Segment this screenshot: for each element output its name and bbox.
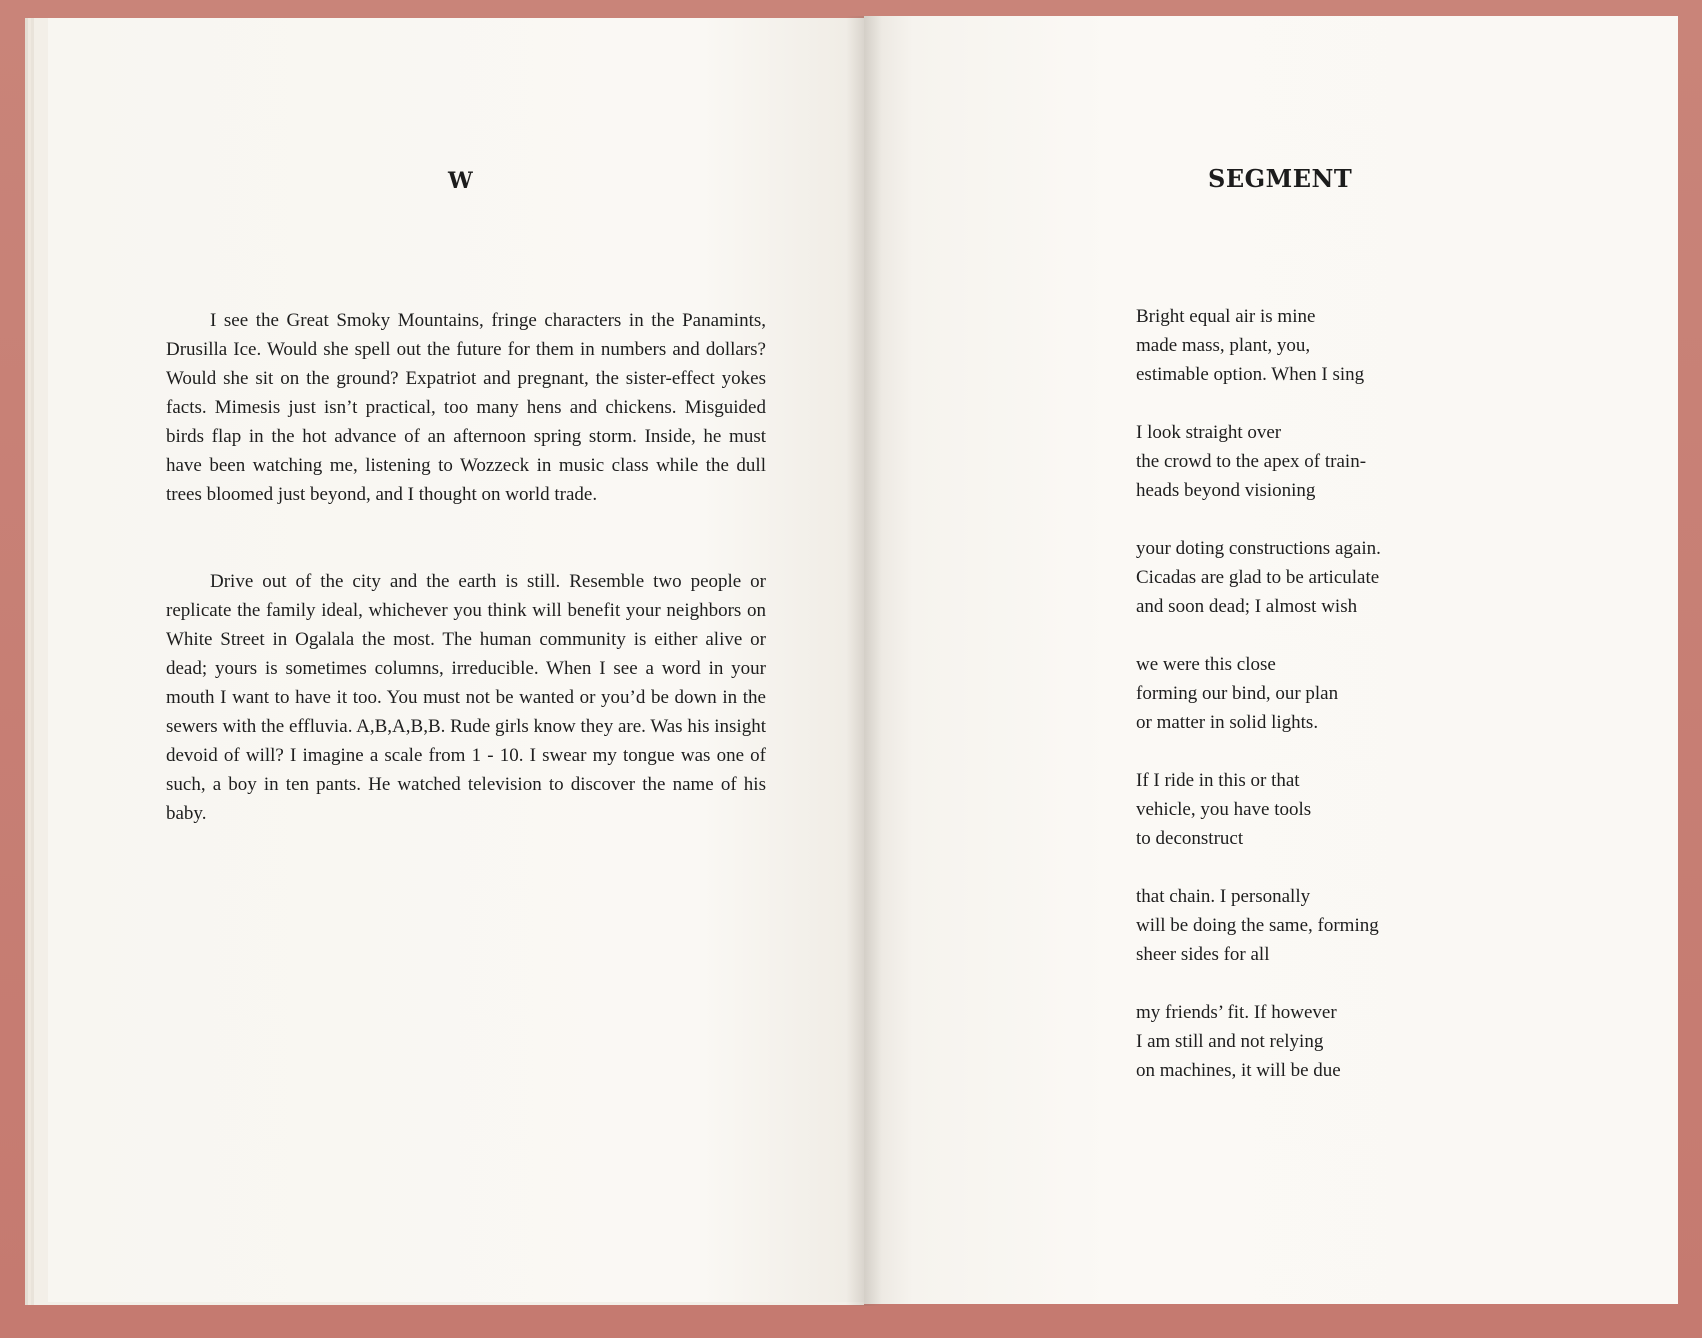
stanza-4 xyxy=(1136,650,1536,737)
poem-line: I am still and not relying xyxy=(1136,1031,1324,1052)
poem-line: your doting constructions again. xyxy=(1136,538,1381,559)
poem-line: we were this close xyxy=(1136,654,1276,675)
poem-line: will be doing the same, forming xyxy=(1136,915,1379,936)
poem-line: estimable option. When I sing xyxy=(1136,364,1365,385)
stanza-2 xyxy=(1136,418,1536,505)
poem-line: Cicadas are glad to be articulate xyxy=(1136,567,1380,588)
poem-line: sheer sides for all xyxy=(1136,944,1270,965)
stanza-3 xyxy=(1136,534,1536,621)
poem-line: I look straight over xyxy=(1136,422,1282,443)
poem-line: my friends’ fit. If however xyxy=(1136,1002,1337,1023)
stanza-5 xyxy=(1136,766,1536,853)
poem-line: Bright equal air is mine xyxy=(1136,306,1316,327)
poem-line: and soon dead; I almost wish xyxy=(1136,596,1358,617)
stanza-6 xyxy=(1136,882,1536,969)
left-page-title: W xyxy=(448,168,474,194)
poem-body xyxy=(1136,302,1536,1114)
prose-paragraph-1: I see the Great Smoky Mountains, fringe characters in the Panamints, Drusilla Ice. Would she spell out the future for them in numbers and dollars? Would she sit on the ground? Expatriot and pregnant, the sister-effect yokes facts. Mimesis just isn’t practical, too many hens and chickens. Misguided birds flap in the hot advance of an afternoon spring storm. Inside, he must have been watching me, listening to Wozzeck in music class while the dull trees bloomed just beyond, and I thought on world trade. xyxy=(166,310,766,505)
stanza-1 xyxy=(1136,302,1536,389)
poem-line: vehicle, you have tools xyxy=(1136,799,1312,820)
poem-line: to deconstruct xyxy=(1136,828,1244,849)
poem-line: on machines, it will be due xyxy=(1136,1060,1341,1081)
poem-line: forming our bind, our plan xyxy=(1136,683,1339,704)
prose-paragraph-2: Drive out of the city and the earth is still. Resemble two people or replicate the family ideal, whichever you think will benefit your neighbors on White Street in Ogalala the most. The human community is either alive or dead; yours is sometimes columns, irreducible. When I see a word in your mouth I want to have it too. You must not be wanted or you’d be down in the sewers with the effluvia. A,B,A,B,B. Rude girls know they are. Was his insight devoid of will? I imagine a scale from 1 - 10. I swear my tongue was one of such, a boy in ten pants. He watched television to discover the name of his baby. xyxy=(166,571,766,824)
right-page-title: SEGMENT xyxy=(1208,164,1353,193)
poem-line: that chain. I personally xyxy=(1136,886,1311,907)
poem-line: the crowd to the apex of train- xyxy=(1136,451,1367,472)
poem-line: heads beyond visioning xyxy=(1136,480,1316,501)
poem-line: If I ride in this or that xyxy=(1136,770,1300,791)
poem-line: made mass, plant, you, xyxy=(1136,335,1311,356)
stanza-7 xyxy=(1136,998,1536,1085)
poem-line: or matter in solid lights. xyxy=(1136,712,1319,733)
